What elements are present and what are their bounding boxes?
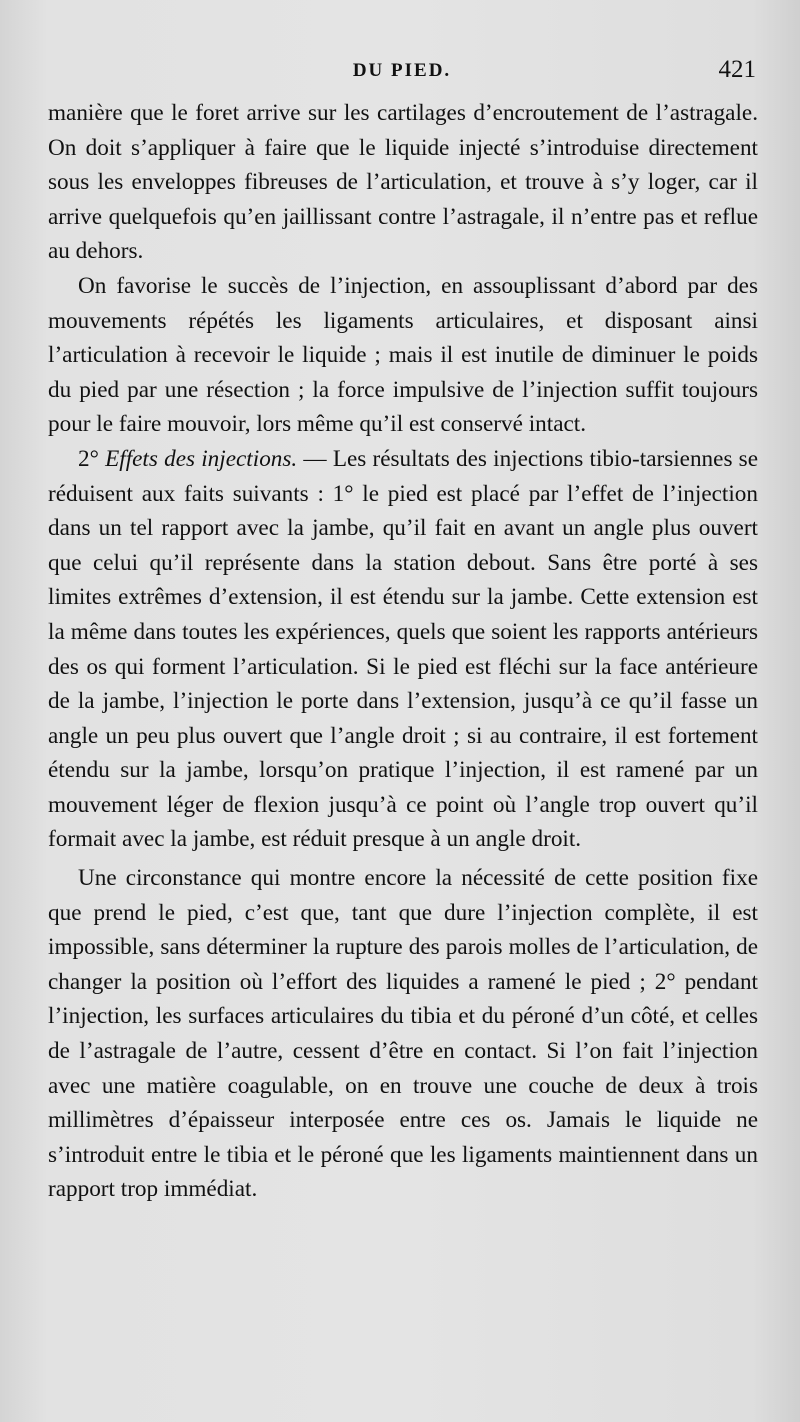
paragraph-continuation: manière que le foret arrive sur les cartilages d’encroutement de l’astragale. On doit s’appliquer à faire que le liquide injecté s’introduise directement sous les enveloppes fibreuses de l’articulation, et trouve à s’y loger, car il arrive quelquefois qu’en jaillissant contre l’astragale, il n’entre pas et reflue au dehors. (48, 100, 758, 265)
running-head: DU PIED. (352, 60, 452, 81)
page-header (48, 56, 756, 92)
section-heading: Effets des injections. (105, 445, 298, 472)
section-number: 2° (78, 445, 99, 472)
page-number: 421 (718, 56, 756, 83)
body-text (48, 96, 758, 1207)
paragraph-injection-success: On favorise le succès de l’injection, en assouplissant d’abord par des mouvements répétés les ligaments articulaires, et disposant ainsi l’articulation à recevoir le liquide ; mais il est inutile de diminuer le poids du pied par une résection ; la force impulsive de l’injection suffit toujours pour le faire mouvoir, lors même qu’il est conservé intact. (48, 272, 758, 438)
paragraph-circumstance: Une circonstance qui montre encore la nécessité de cette position fixe que prend le pied, c’est que, tant que dure l’injection complète, il est impossible, sans déterminer la rupture des parois molles de l’articulation, de changer la position où l’effort des liquides a ramené le pied ; 2° pendant l’injection, les surfaces articulaires du tibia et du péroné d’un côté, et celles de l’astragale de l’autre, cessent d’être en contact. Si l’on fait l’injection avec une matière coagulable, on en trouve une couche de deux à trois millimètres d’épaisseur interposée entre ces os. Jamais le liquide ne s’introduit entre le tibia et le péroné que les ligaments maintiennent dans un rapport trop immédiat. (48, 865, 758, 1203)
paragraph-effects (48, 442, 758, 857)
paragraph-effects-text: — Les résultats des injections tibio-tarsiennes se réduisent aux faits suivants : 1° le pied est placé par l’effet de l’injection dans un tel rapport avec la jambe, qu’il fait en avant un angle plus ouvert que celui qu’il représente dans la station debout. Sans être porté à ses limites extrêmes d’extension, il est étendu sur la jambe. Cette extension est la même dans toutes les expériences, quels que soient les rapports antérieurs des os qui forment l’articulation. Si le pied est fléchi sur la face antérieure de la jambe, l’injection le porte dans l’extension, jusqu’à ce qu’il fasse un angle un peu plus ouvert que l’angle droit ; si au contraire, il est fortement étendu sur la jambe, lorsqu’on pratique l’injection, il est ramené par un mouvement léger de flexion jusqu’à ce point où l’angle trop ouvert qu’il formait avec la jambe, est réduit presque à un angle droit. (48, 445, 758, 853)
